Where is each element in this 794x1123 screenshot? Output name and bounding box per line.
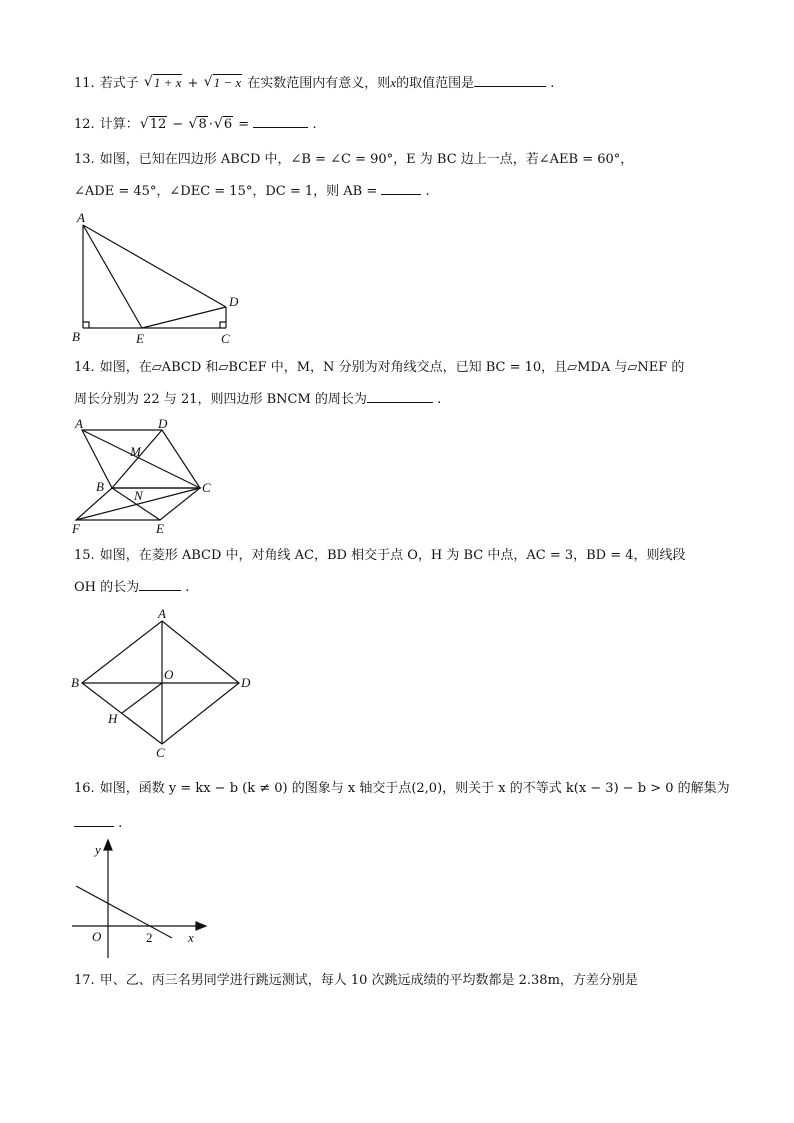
segment-oh	[122, 683, 162, 713]
question-text: ∠ADE = 45°，∠DEC = 15°，DC = 1，则 AB =	[74, 184, 378, 199]
sqrt-expression: √ 1 − x	[204, 74, 243, 93]
question-13	[74, 151, 633, 169]
label-d: D	[158, 416, 168, 431]
x-axis-arrow	[196, 922, 206, 930]
label-b: B	[71, 675, 79, 690]
question-17	[74, 972, 638, 990]
answer-blank[interactable]	[253, 115, 308, 128]
figure-quadrilateral-abcd	[68, 210, 258, 350]
figure-parallelograms	[68, 414, 228, 538]
question-13-line2	[74, 182, 430, 201]
label-2: 2	[146, 930, 153, 945]
label-c: C	[202, 480, 211, 495]
equals-sign: =	[238, 117, 250, 132]
question-15-line2	[74, 578, 189, 597]
label-d: D	[241, 675, 251, 690]
period: .	[312, 117, 317, 132]
figure-linear-graph	[68, 838, 218, 966]
figure-rhombus	[68, 606, 268, 766]
label-e: E	[156, 521, 164, 536]
question-text: 如图，函数 y = kx − b (k ≠ 0) 的图象与 x 轴交于点(2,0)，则关于 x 的不等式 k(x − 3) − b > 0 的解集为	[99, 781, 730, 796]
period: .	[425, 184, 430, 199]
question-text: 如图，在▱ABCD 和▱BCEF 中，M，N 分别为对角线交点，已知 BC = 10，且▱MDA 与▱NEF 的	[99, 360, 685, 375]
label-a: A	[158, 606, 166, 621]
sqrt-expression: √ 8	[188, 116, 207, 134]
label-o: O	[92, 929, 102, 944]
question-14	[74, 359, 684, 377]
label-b: B	[96, 479, 104, 494]
answer-blank[interactable]	[381, 182, 421, 195]
diagonal-bd	[112, 430, 162, 488]
segment-de	[142, 307, 226, 328]
question-text: 计算：	[99, 117, 139, 132]
period: .	[550, 76, 555, 91]
label-o: O	[164, 667, 174, 682]
sqrt-expression: √ 6	[214, 116, 233, 134]
question-text: 若式子	[99, 76, 139, 91]
label-h: H	[108, 711, 118, 726]
answer-blank[interactable]	[474, 74, 546, 87]
function-line	[76, 886, 172, 938]
variable: x	[390, 75, 397, 90]
question-number: 15.	[74, 548, 95, 563]
label-c: C	[156, 745, 165, 760]
period: .	[185, 580, 190, 595]
label-f: F	[72, 521, 80, 536]
question-number: 12.	[74, 117, 95, 132]
answer-blank[interactable]	[367, 390, 433, 403]
label-a: A	[75, 416, 83, 431]
question-text: 如图，在菱形 ABCD 中，对角线 AC，BD 相交于点 O，H 为 BC 中点，AC = 3，BD = 4，则线段	[99, 548, 686, 563]
label-m: M	[130, 444, 141, 459]
question-text: 甲、乙、丙三名男同学进行跳远测试，每人 10 次跳远成绩的平均数都是 2.38m，方差分别是	[99, 973, 638, 988]
label-b: B	[72, 329, 80, 344]
question-number: 14.	[74, 360, 95, 375]
question-text: 周长分别为 22 与 21，则四边形 BNCM 的周长为	[74, 392, 367, 407]
question-number: 17.	[74, 973, 95, 988]
plus-sign: +	[187, 76, 199, 91]
question-number: 16.	[74, 781, 95, 796]
period: .	[437, 392, 442, 407]
question-text: OH 的长为	[74, 580, 140, 595]
question-12	[74, 115, 317, 134]
right-angle-mark-b	[83, 322, 89, 328]
label-c: C	[221, 331, 230, 346]
sqrt-expression: √ 12	[140, 116, 168, 134]
segment-ae	[83, 225, 142, 328]
question-text: 的取值范围是	[396, 76, 475, 91]
label-y: y	[95, 842, 101, 857]
question-14-line2	[74, 390, 441, 409]
segment-ad	[83, 225, 226, 307]
question-16-line2	[74, 814, 122, 833]
label-a: A	[77, 210, 85, 225]
label-e: E	[136, 331, 144, 346]
right-angle-mark-c	[220, 322, 226, 328]
question-text: 在实数范围内有意义，则	[247, 76, 391, 91]
answer-blank[interactable]	[139, 578, 181, 591]
minus-sign: −	[172, 117, 184, 132]
question-11	[74, 74, 554, 93]
question-15	[74, 547, 686, 565]
question-number: 11.	[74, 76, 95, 91]
dot-sign: ·	[208, 117, 213, 132]
label-x: x	[188, 930, 194, 945]
label-n: N	[134, 488, 143, 503]
y-axis-arrow	[104, 840, 112, 850]
sqrt-expression: √ 1 + x	[144, 74, 183, 93]
question-16	[74, 780, 730, 798]
period: .	[118, 816, 123, 831]
question-number: 13.	[74, 152, 95, 167]
answer-blank[interactable]	[74, 814, 114, 827]
label-d: D	[229, 294, 239, 309]
question-text: 如图，已知在四边形 ABCD 中，∠B = ∠C = 90°，E 为 BC 边上一点，若∠AEB = 60°，	[99, 152, 634, 167]
